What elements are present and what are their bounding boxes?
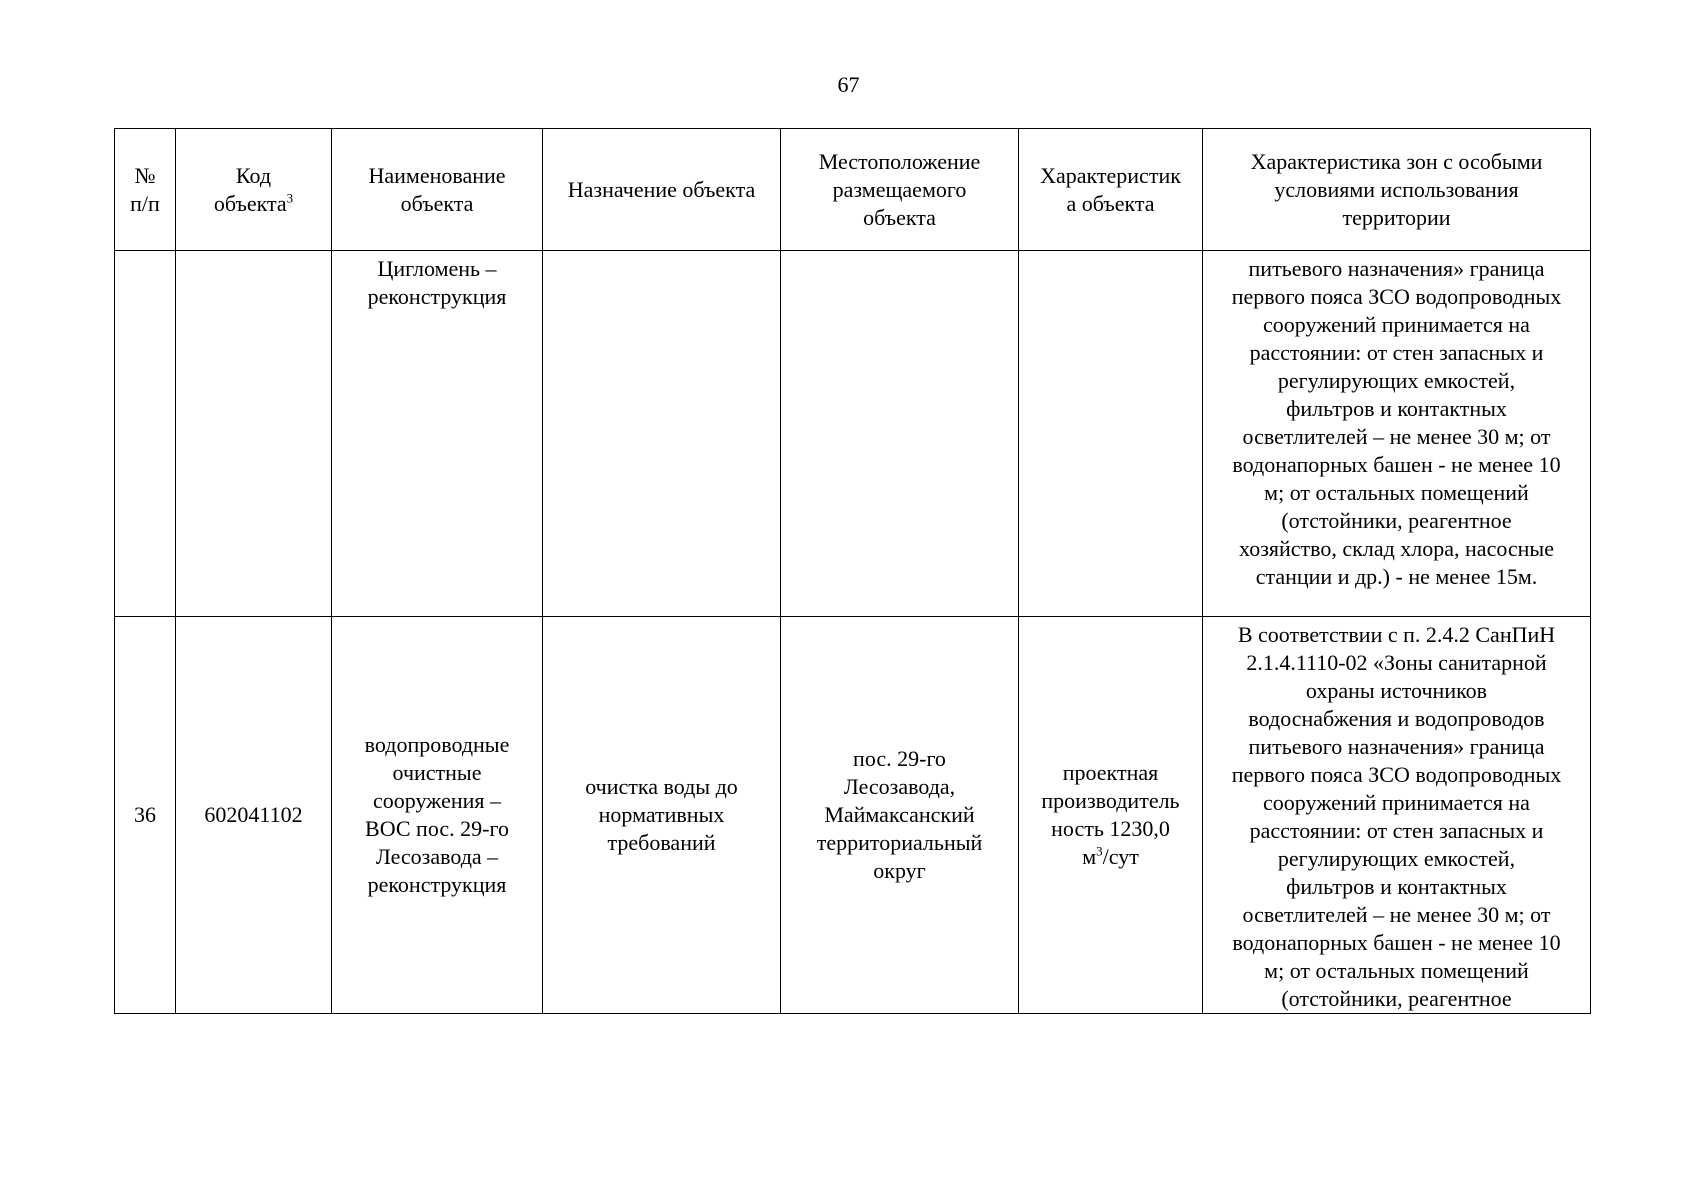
table-header-row bbox=[115, 129, 1591, 251]
cell-location: пос. 29-го Лесозавода, Маймаксанский территориальный округ bbox=[781, 617, 1019, 1014]
characteristic-unit-sup: 3 bbox=[1096, 843, 1103, 859]
header-num: № п/п bbox=[115, 129, 176, 251]
cell-purpose bbox=[543, 251, 781, 617]
header-code bbox=[176, 129, 332, 251]
page-number: 67 bbox=[837, 72, 860, 97]
header-location: Местоположение размещаемого объекта bbox=[781, 129, 1019, 251]
cell-num bbox=[115, 251, 176, 617]
cell-name: водопроводные очистные сооружения – ВОС пос. 29-го Лесозавода – реконструкция bbox=[332, 617, 543, 1014]
cell-num: 36 bbox=[115, 617, 176, 1014]
header-characteristic: Характеристик а объекта bbox=[1019, 129, 1203, 251]
cell-zones: В соответствии с п. 2.4.2 СанПиН 2.1.4.1110-02 «Зоны санитарной охраны источников водоснабжения и водопроводов питьевого назначения» граница первого пояса ЗСО водопроводных сооружений принимается на расстоянии: от стен запасных и регулирующих емкостей, фильтров и контактных осветлителей – не менее 30 м; от водонапорных башен - не менее 10 м; от остальных помещений (отстойники, реагентное bbox=[1203, 617, 1591, 1014]
objects-table bbox=[114, 128, 1591, 1014]
header-code-footnote: 3 bbox=[286, 190, 294, 206]
cell-location bbox=[781, 251, 1019, 617]
header-name: Наименование объекта bbox=[332, 129, 543, 251]
cell-characteristic bbox=[1019, 251, 1203, 617]
characteristic-text: проектная производитель ность 1230,0 м bbox=[1041, 760, 1180, 869]
cell-code: 602041102 bbox=[176, 617, 332, 1014]
table-row bbox=[115, 617, 1591, 1014]
cell-code bbox=[176, 251, 332, 617]
header-zones: Характеристика зон с особыми условиями использования территории bbox=[1203, 129, 1591, 251]
cell-zones: питьевого назначения» граница первого пояса ЗСО водопроводных сооружений принимается на расстоянии: от стен запасных и регулирующих емкостей, фильтров и контактных осветлителей – не менее 30 м; от водонапорных башен - не менее 10 м; от остальных помещений (отстойники, реагентное хозяйство, склад хлора, насосные станции и др.) - не менее 15м. bbox=[1203, 251, 1591, 617]
cell-name: Цигломень – реконструкция bbox=[332, 251, 543, 617]
characteristic-unit-rest: /сут bbox=[1102, 844, 1139, 869]
table-row bbox=[115, 251, 1591, 617]
header-code-label: Код объекта bbox=[213, 162, 287, 216]
cell-purpose: очистка воды до нормативных требований bbox=[543, 617, 781, 1014]
header-purpose: Назначение объекта bbox=[543, 129, 781, 251]
cell-characteristic bbox=[1019, 617, 1203, 1014]
